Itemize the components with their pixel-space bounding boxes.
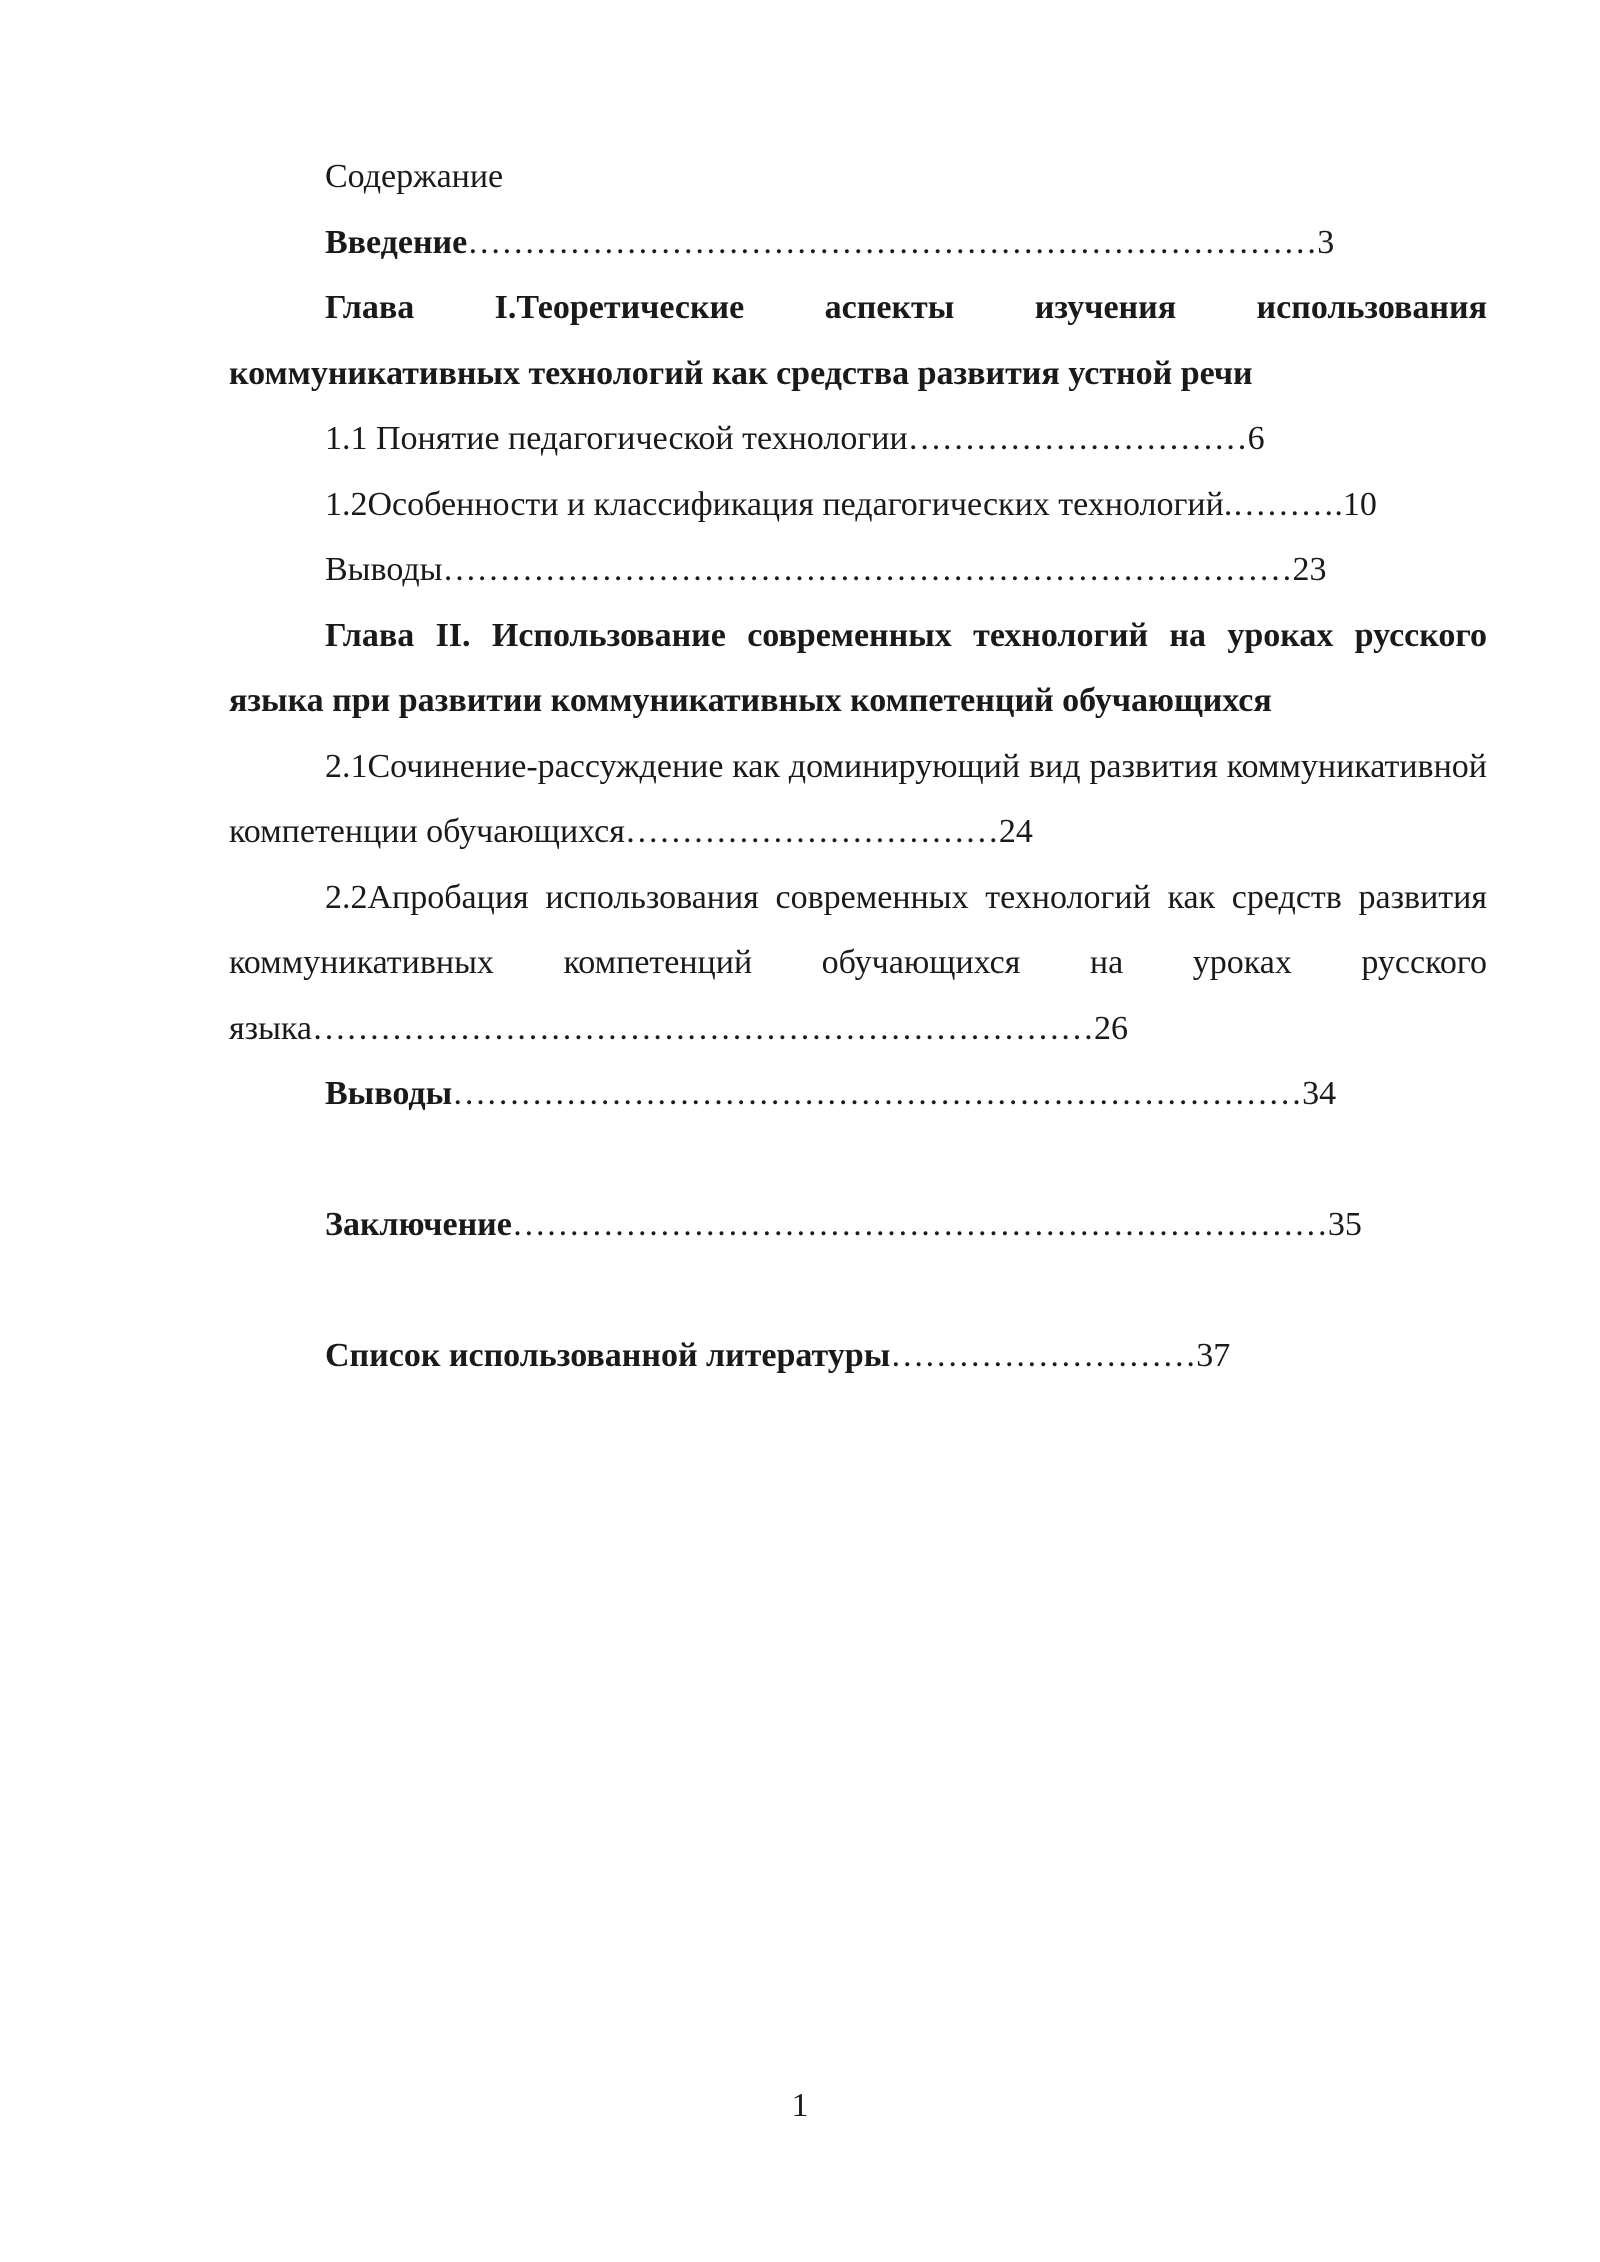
spacer — [229, 1127, 1487, 1193]
toc-page-number: 34 — [1302, 1075, 1337, 1112]
spacer — [229, 1258, 1487, 1324]
toc-section-2-2 — [229, 865, 1487, 1062]
toc-section-1-1 — [229, 406, 1487, 472]
toc-entry-conclusions-1 — [229, 537, 1487, 603]
toc-page-number: 35 — [1327, 1206, 1362, 1243]
toc-entry-label: Выводы — [325, 551, 443, 588]
toc-page-number: 37 — [1196, 1337, 1231, 1374]
toc-entry-label: Введение — [325, 223, 468, 261]
toc-chapter-1: Глава I.Теоретические аспекты изучения использования коммуникативных технологий как средства развития устной речи — [229, 289, 1487, 392]
toc-entry-label: 1.2Особенности и классификация педагогических технологий. — [325, 485, 1233, 523]
toc-leader-dots: ……………………… — [890, 1337, 1197, 1374]
toc-leader-dots: …………………………… — [624, 813, 999, 850]
toc-page-number: 24 — [998, 813, 1033, 850]
toc-entry-conclusion — [229, 1192, 1487, 1258]
toc-entry-label: 1.1 Понятие педагогической технологии — [325, 420, 908, 457]
toc-entry-conclusions-2 — [229, 1061, 1487, 1127]
toc-chapter-2: Глава II. Использование современных технологий на уроках русского языка при развитии коммуникативных компетенций обучающихся — [229, 616, 1487, 719]
toc-entry-label: 2.1Сочинение-рассуждение как доминирующий вид развития коммуникативной компетенции обучающихся — [229, 747, 1487, 850]
toc-entry-introduction — [229, 210, 1487, 276]
toc-page-number: 26 — [1094, 1009, 1129, 1047]
toc-leader-dots: …………………………………………………………… — [312, 1009, 1095, 1047]
toc-leader-dots: ………. — [1232, 485, 1343, 523]
toc-leader-dots: ……………………………………………………………… — [511, 1206, 1328, 1243]
toc-page-number: 3 — [1317, 223, 1335, 261]
toc-entry-label: 2.2Апробация использования современных технологий как средств развития коммуникативных компетенций обучающихся на уроках русского языка — [229, 878, 1487, 1047]
toc-page-number: 23 — [1292, 551, 1327, 588]
toc-section-2-1 — [229, 734, 1487, 865]
toc-entry-label: Выводы — [325, 1075, 453, 1112]
toc-page-number: 6 — [1247, 420, 1265, 457]
toc-title: Содержание — [325, 158, 504, 195]
toc-entry-label: Заключение — [325, 1206, 512, 1243]
toc-leader-dots: ………………………………………………………………… — [452, 1075, 1303, 1112]
page-number: 1 — [791, 2087, 809, 2124]
table-of-contents — [229, 144, 1487, 1389]
toc-leader-dots: ………………………… — [907, 420, 1248, 457]
toc-leader-dots: ………………………………………………………………… — [467, 223, 1318, 261]
toc-leader-dots: ………………………………………………………………… — [442, 551, 1293, 588]
toc-section-1-2 — [229, 472, 1487, 538]
toc-entry-bibliography — [229, 1323, 1487, 1389]
toc-entry-label: Список использованной литературы — [325, 1337, 891, 1374]
toc-page-number: 10 — [1342, 485, 1377, 523]
